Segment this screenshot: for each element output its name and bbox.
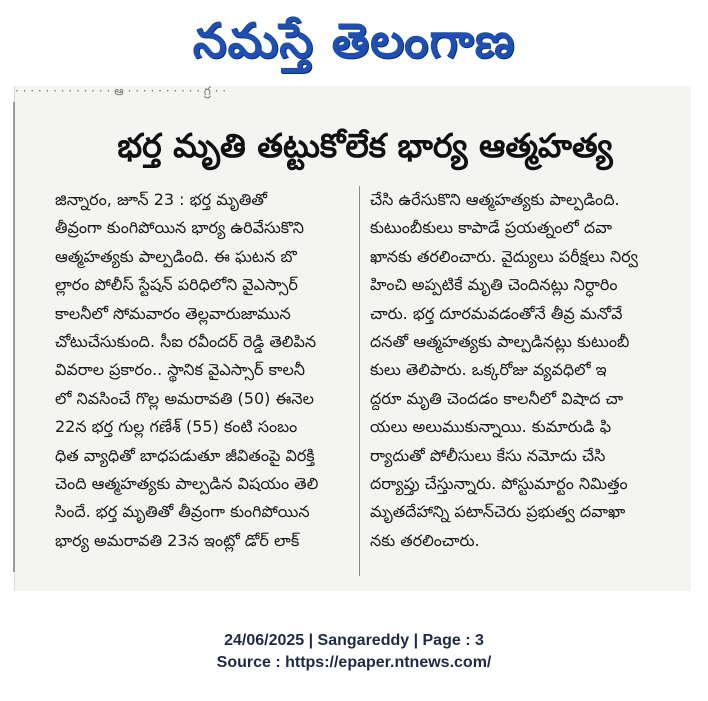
article-line: ధిత వ్యాధితో బాధపడుతూ జీవితంపై విరక్తి (55, 445, 315, 465)
article-line: జిన్నారం, జూన్ 23 : భర్త మృతితో (55, 190, 268, 209)
page-footer (0, 630, 708, 674)
article-line: ఆత్మహత్యకు పాల్పడింది. ఈ ఘటన బొ (55, 246, 297, 266)
cut-off-previous-text: · · · · · · · · · · · · · ఆ · · · · · · · · · · గ్ర · · (15, 86, 227, 98)
article-column-left (55, 186, 355, 555)
source-url: Source : https://epaper.ntnews.com/ (216, 654, 492, 671)
article-line: దర్యాప్తు చేస్తున్నారు. పోస్టుమార్టం నిమిత్తం (370, 473, 628, 493)
article-line: నకు తరలించారు. (370, 530, 480, 550)
article-line: ర్యాదుతో పోలీసులు కేసు నమోదు చేసి (370, 445, 606, 465)
article-line: చెంది ఆత్మహత్యకు పాల్పడిన విషయం తెలి (55, 473, 319, 493)
article-line: కుటుంబీకులు కాపాడే ప్రయత్నంలో దవా (370, 218, 612, 238)
article-line: యలు అలుముకున్నాయి. కుమారుడి ఫి (370, 417, 612, 437)
article-line: ఖానకు తరలించారు. వైద్యులు పరీక్షలు నిర్వ (370, 246, 638, 266)
article-line: భార్య అమరావతి 23న ఇంట్లో డోర్ లాక్ (55, 530, 300, 550)
article-line: లో నివసించే గొల్ల అమరావతి (50) ఈనెల (55, 388, 314, 408)
article-line: సిందే. భర్త మృతితో తీవ్రంగా కుంగిపోయిన (55, 502, 310, 522)
clipping-edge (5, 102, 15, 572)
article-column-right (370, 186, 670, 555)
article-line: వివరాల ప్రకారం.. స్థానిక వైఎస్సార్ కాలనీ (55, 360, 306, 380)
article-line: కులు తెలిపారు. ఒక్కరోజు వ్యవధిలో ఇ (370, 360, 607, 380)
newspaper-masthead: నమస్తే తెలంగాణ (192, 13, 516, 69)
article-line: తీవ్రంగా కుంగిపోయిన భార్య ఉరివేసుకొని (55, 218, 304, 238)
edition-info: 24/06/2025 | Sangareddy | Page : 3 (224, 632, 484, 649)
article-line: చోటుచేసుకుంది. సీఐ రవీందర్ రెడ్డి తెలిపిన (55, 331, 317, 351)
article-line: చారు. భర్త దూరమవడంతోనే తీవ్ర మనోవే (370, 303, 623, 323)
article-line: ల్లారం పోలీస్ స్టేషన్ పరిధిలోని వైఎస్సార్ (55, 275, 298, 295)
article-clipping (14, 86, 691, 591)
article-line: కాలనీలో సోమవారం తెల్లవారుజామున (55, 303, 291, 323)
article-line: హించి అప్పటికే మృతి చెందినట్లు నిర్ధారిం (370, 275, 618, 295)
article-line: 22న భర్త గుల్ల గణేశ్ (55) కంటి సంబం (55, 417, 298, 437)
column-divider (359, 186, 360, 576)
article-line: దనతో ఆత్మహత్యకు పాల్పడినట్లు కుటుంబీ (370, 331, 630, 351)
article-line: చేసి ఉరేసుకొని ఆత్మహత్యకు పాల్పడింది. (370, 190, 620, 209)
article-line: మృతదేహాన్ని పటాన్‌చెరు ప్రభుత్వ దవాఖా (370, 502, 626, 522)
article-headline: భర్త మృతి తట్టుకోలేక భార్య ఆత్మహత్య (117, 126, 613, 165)
article-line: ద్దరూ మృతి చెందడం కాలనీలో విషాద చా (370, 388, 624, 408)
